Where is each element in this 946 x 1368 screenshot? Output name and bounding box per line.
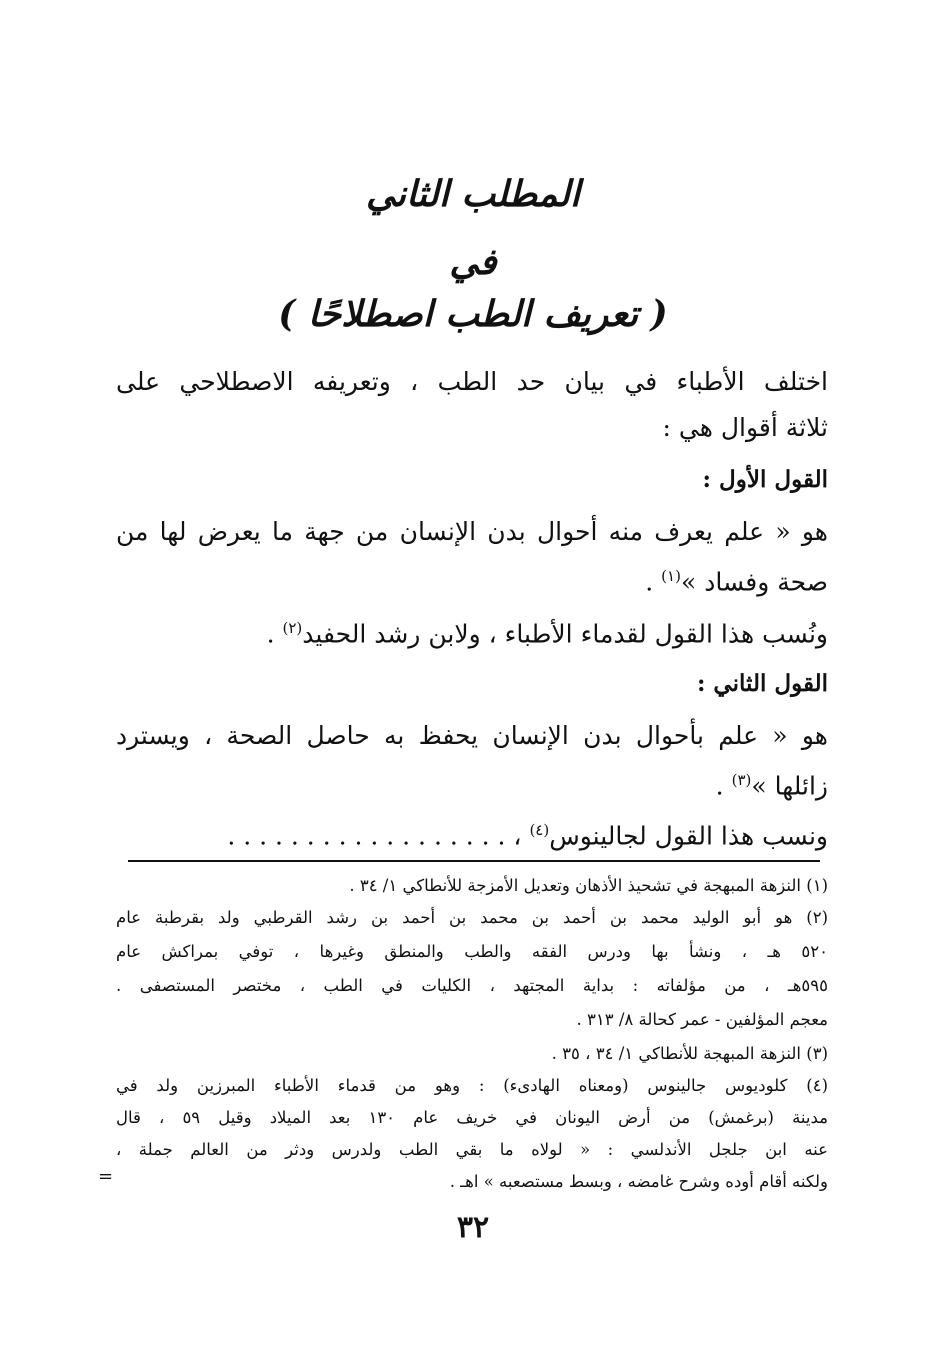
section-title-connector: في <box>449 241 497 283</box>
footnote-ref-3[interactable]: (٣) <box>731 771 752 789</box>
second-opinion-definition-line-2: زائلها »$^{(٣)}$ . <box>715 771 828 801</box>
footnote-3: (٣) النزهة المبهجة للأنطاكي ١/ ٣٤ ، ٣٥ . <box>551 1044 828 1063</box>
second-opinion-definition-line-1: هو « علم بأحوال بدن الإنسان يحفظ به حاصل الصحة ، ويسترد <box>116 721 828 750</box>
first-opinion-attribution: ونُسب هذا القول لقدماء الأطباء ، ولابن رشد الحفيد$^{(٢)}$ . <box>266 619 828 649</box>
footnote-2-line-4: معجم المؤلفين - عمر كحالة ٨/ ٣١٣ . <box>576 1010 828 1029</box>
section-title: المطلب الثاني <box>366 173 580 215</box>
footnote-2-line-1: (٢) هو أبو الوليد محمد بن أحمد بن محمد بن أحمد بن رشد القرطبي ولد بقرطبة عام <box>116 908 828 927</box>
intro-text-line-1: اختلف الأطباء في بيان حد الطب ، وتعريفه الاصطلاحي على <box>116 367 828 396</box>
intro-text-line-2: ثلاثة أقوال هي : <box>662 413 828 442</box>
footnote-ref-2[interactable]: (٢) <box>282 619 303 637</box>
footnote-2-line-3: ٥٩٥هـ ، من مؤلفاته : بداية المجتهد ، الكليات في الطب ، مختصر المستصفى . <box>116 976 828 995</box>
footnote-4-line-2: مدينة (برغمش) من أرض اليونان في خريف عام ١٣٠ بعد الميلاد وقيل ٥٩ ، قال <box>116 1108 828 1127</box>
footnote-2-line-2: ٥٢٠ هـ ، ونشأ بها ودرس الفقه والطب والمنطق وغيرها ، توفي بمراكش عام <box>116 942 828 961</box>
footnote-ref-1[interactable]: (١) <box>661 567 681 585</box>
first-opinion-heading: القول الأول : <box>702 466 828 493</box>
footnote-ref-4[interactable]: (٤) <box>529 821 550 839</box>
second-opinion-heading: القول الثاني : <box>696 670 828 697</box>
continuation-mark: = <box>98 1166 114 1187</box>
footnote-1: (١) النزهة المبهجة في تشحيذ الأذهان وتعديل الأمزجة للأنطاكي ١/ ٣٤ . <box>349 876 828 895</box>
footnote-4-line-4: ولكنه أقام أوده وشرح غامضه ، وبسط مستصعبه » اهـ . <box>449 1172 828 1191</box>
footnote-4-line-1: (٤) كلوديوس جالينوس (ومعناه الهادىء) : وهو من قدماء الأطباء المبرزين ولد في <box>116 1076 828 1095</box>
footnote-4-line-3: عنه ابن جلجل الأندلسي : « لولاه ما بقي الطب ولدرس ودثر من العالم جملة ، <box>116 1140 828 1159</box>
first-opinion-definition-line-1: هو « علم يعرف منه أحوال بدن الإنسان من جهة ما يعرض لها من <box>116 517 828 546</box>
first-opinion-definition-line-2: صحة وفساد »$^{(١)}$ . <box>645 567 828 597</box>
footnote-separator <box>128 860 820 862</box>
page-number: ٣٢ <box>456 1210 490 1245</box>
section-subtitle: ( تعريف الطب اصطلاحًا ) <box>278 293 668 335</box>
second-opinion-attribution: ونسب هذا القول لجالينوس$^{(٤)}$ ، . . . . . . . . . . . . . . . . . . <box>227 821 828 851</box>
